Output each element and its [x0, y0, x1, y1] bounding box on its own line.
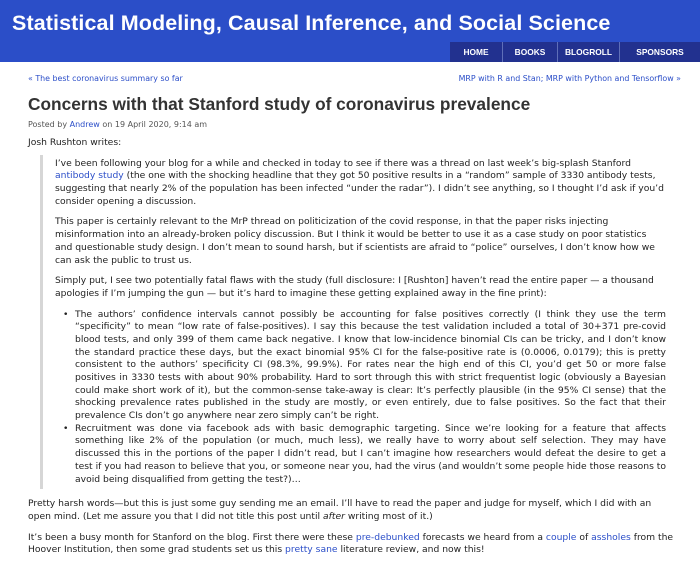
quote-text: I’ve been following your blog for a while and checked in today to see if there was a thread on last week’s big-splash Stanford — [55, 157, 631, 169]
previous-post-link[interactable]: « The best coronavirus summary so far — [28, 74, 183, 83]
body-text: from the Hoover Institution, then some grad students set us this — [28, 531, 674, 556]
body-paragraph-2 — [28, 532, 676, 557]
byline-prefix: Posted by — [28, 120, 68, 129]
nav-home[interactable]: HOME — [463, 47, 489, 57]
body-text: Pretty harsh words—but this is just some guy sending me an email. I’ll have to read the paper and judge for myself, which I did with an open mind. (Let me assure you that I did not title this post until — [28, 498, 652, 522]
bullet-icon: • — [63, 308, 69, 320]
post-body — [28, 498, 676, 557]
post-navigation — [28, 72, 681, 88]
emphasis-text: after — [322, 510, 345, 522]
quote-paragraph-2: This paper is certainly relevant to the MrP thread on politicization of the covid response, in that the paper risks injecting misinformation into an already-broken policy discussion. But I think it would be better to use it as a case study on poor statistics and questionable study design. I don’t mean to sound harsh, but if scientists are afraid to “police” ourselves, I don’t know how we can ask the public to trust us. — [55, 216, 655, 266]
post-lead: Josh Rushton writes: — [28, 137, 122, 149]
assholes-link[interactable]: assholes — [591, 531, 631, 543]
antibody-study-link[interactable]: antibody study — [55, 170, 124, 182]
site-title[interactable]: Statistical Modeling, Causal Inference, and Social Science — [12, 11, 611, 35]
pre-debunked-link[interactable]: pre-debunked — [355, 531, 420, 543]
next-post-link[interactable]: MRP with R and Stan; MRP with Python and Tensorflow » — [458, 74, 681, 83]
author-link[interactable]: Andrew — [69, 120, 100, 129]
list-item — [63, 309, 666, 423]
couple-link[interactable]: couple — [545, 531, 577, 543]
body-text: of — [579, 531, 589, 543]
post-byline — [28, 119, 678, 130]
list-item-text: Recruitment was done via facebook ads with basic demographic targeting. Since we’re looking for a feature that affects something like 2% of the population (or much, much less), we really have to worry about self selection. They may have discussed this in the portions of the paper I didn’t read, but I can’t imagine how researchers would defeat the desire to get a test if you had reason to believe that you, or someone near you, had the virus (and wouldn’t some people hide those reasons to avoid being disqualified from getting the test?)… — [75, 422, 666, 485]
post-title: Concerns with that Stanford study of coronavirus prevalence — [28, 94, 531, 114]
body-text: It’s been a busy month for Stanford on the blog. First there were these — [28, 531, 353, 543]
quote-paragraph-3: Simply put, I see two potentially fatal flaws with the study (full disclosure: I [Rushton] haven’t read the entire paper — a thousand apologies if I’m jumping the gun — but it’s hard to imagine these getting explained away in the fine print): — [55, 275, 654, 299]
pretty-sane-link[interactable]: pretty sane — [285, 544, 338, 556]
blockquote — [40, 155, 666, 490]
body-text: writing most of it.) — [347, 510, 433, 522]
site-header — [0, 0, 700, 62]
flaws-list — [63, 309, 666, 487]
nav-books[interactable]: BOOKS — [502, 42, 557, 62]
bullet-icon: • — [63, 422, 69, 434]
quote-paragraph-1 — [55, 158, 666, 209]
nav-blogroll[interactable]: BLOGROLL — [557, 42, 619, 62]
byline-date: on 19 April 2020, 9:14 am — [102, 120, 208, 129]
nav-sponsors[interactable]: SPONSORS — [619, 42, 700, 62]
body-paragraph-1 — [28, 498, 676, 523]
body-text: literature review, and now this! — [340, 544, 485, 556]
list-item — [63, 423, 666, 486]
list-item-text: The authors’ confidence intervals cannot possibly be accounting for false positives correctly (I think they use the term “specificity” to mean “low rate of false-positives). I say this because the test validation included a total of 30+371 pre-covid blood tests, and only 399 of them came back negative. I know that low-incidence binomial CIs can be tricky, and I don’t know the standard practice these days, but the exact binomial 95% CI for the false-positive rate is (0.0006, 0.0179); this is pretty consistent to the authors’ specificity CI (98.3%, 99.9%). For rates near the high end of this CI, you’d get 50 or more false positives in 3330 tests with about 90% probability. Hard to sort through this with strict frequentist logic (obviously a Bayesian could make short work of it), but the common-sense take-away is clear: It’s perfectly plausible (in the 95% CI sense) that the shocking prevalence rates published in the study are mostly, or even entirely, due to false positives. So the fact that their prevalence CIs don’t go anywhere near zero simply can’t be right. — [75, 308, 666, 422]
main-nav — [450, 42, 700, 62]
body-text: forecasts we heard from a — [422, 531, 543, 543]
post-content — [28, 62, 681, 565]
quote-text: (the one with the shocking headline that they got 50 positive results in a “random” sample of 3330 antibody tests, suggesting that nearly 2% of the population has been infected “under the radar”). I didn’t see anything, so I thought I’d ask if you’d consider opening a discussion. — [55, 170, 664, 207]
